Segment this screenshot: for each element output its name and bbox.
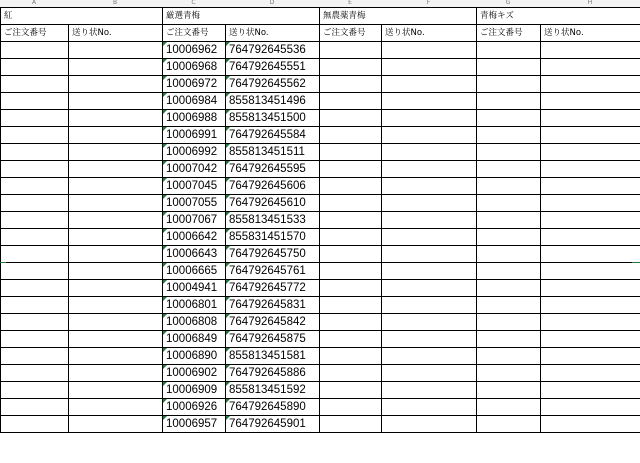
tracking-number-cell[interactable]: 764792645562	[226, 76, 320, 93]
empty-cell[interactable]	[541, 195, 640, 212]
column-header-cell[interactable]: 送り状No.	[541, 25, 640, 42]
table-row	[1, 212, 640, 229]
empty-cell[interactable]	[1, 348, 69, 365]
tracking-number-cell[interactable]: 764792645890	[226, 399, 320, 416]
order-number-cell[interactable]: 10007055	[163, 195, 226, 212]
column-letter-e[interactable]: E	[348, 0, 352, 6]
order-number-cell[interactable]: 10006968	[163, 59, 226, 76]
column-letter-b[interactable]: B	[112, 0, 118, 6]
table-row	[1, 42, 640, 59]
empty-cell[interactable]	[1, 93, 69, 110]
empty-cell[interactable]	[69, 178, 163, 195]
tracking-number-cell[interactable]: 764792645595	[226, 161, 320, 178]
empty-cell[interactable]	[1, 59, 69, 76]
tracking-number-cell[interactable]: 855813451581	[226, 348, 320, 365]
group-header-cell[interactable]: 厳選青梅	[163, 8, 320, 25]
column-header-cell[interactable]: ご注文番号	[163, 25, 226, 42]
empty-cell[interactable]	[382, 229, 477, 246]
column-header-cell[interactable]: 送り状No.	[382, 25, 477, 42]
empty-cell[interactable]	[541, 365, 640, 382]
order-number-cell[interactable]: 10006643	[163, 246, 226, 263]
empty-cell[interactable]	[1, 212, 69, 229]
order-number-cell[interactable]: 10006909	[163, 382, 226, 399]
empty-cell[interactable]	[320, 42, 382, 59]
empty-cell[interactable]	[382, 263, 477, 280]
table-row	[1, 348, 640, 365]
empty-cell[interactable]	[382, 161, 477, 178]
column-letter-h[interactable]: H	[587, 0, 593, 6]
empty-cell[interactable]	[382, 144, 477, 161]
table-row	[1, 280, 640, 297]
empty-cell[interactable]	[1, 195, 69, 212]
empty-cell[interactable]	[69, 212, 163, 229]
empty-cell[interactable]	[1, 178, 69, 195]
tracking-number-cell[interactable]: 764792645875	[226, 331, 320, 348]
empty-cell[interactable]	[1, 246, 69, 263]
table-row	[1, 416, 640, 433]
empty-cell[interactable]	[382, 331, 477, 348]
empty-cell[interactable]	[69, 365, 163, 382]
empty-cell[interactable]	[541, 144, 640, 161]
order-number-cell[interactable]: 10006991	[163, 127, 226, 144]
empty-cell[interactable]	[320, 195, 382, 212]
order-number-cell[interactable]: 10007067	[163, 212, 226, 229]
empty-cell[interactable]	[1, 263, 69, 280]
empty-cell[interactable]	[320, 331, 382, 348]
order-number-cell[interactable]: 10006849	[163, 331, 226, 348]
empty-cell[interactable]	[382, 297, 477, 314]
empty-cell[interactable]	[477, 314, 541, 331]
empty-cell[interactable]	[382, 59, 477, 76]
order-number-cell[interactable]: 10004941	[163, 280, 226, 297]
empty-cell[interactable]	[69, 76, 163, 93]
empty-cell[interactable]	[320, 314, 382, 331]
empty-cell[interactable]	[320, 229, 382, 246]
empty-cell[interactable]	[541, 382, 640, 399]
empty-cell[interactable]	[69, 416, 163, 433]
empty-cell[interactable]	[69, 348, 163, 365]
tracking-number-cell[interactable]: 764792645761	[226, 263, 320, 280]
empty-cell[interactable]	[541, 331, 640, 348]
empty-cell[interactable]	[541, 127, 640, 144]
empty-cell[interactable]	[320, 110, 382, 127]
empty-cell[interactable]	[320, 348, 382, 365]
tracking-number-cell[interactable]: 764792645584	[226, 127, 320, 144]
column-header-cell[interactable]: ご注文番号	[477, 25, 541, 42]
order-number-cell[interactable]: 10006962	[163, 42, 226, 59]
tracking-number-cell[interactable]: 764792645551	[226, 59, 320, 76]
group-header-cell[interactable]: 青梅キズ	[477, 8, 640, 25]
empty-cell[interactable]	[382, 93, 477, 110]
empty-cell[interactable]	[69, 110, 163, 127]
empty-cell[interactable]	[69, 127, 163, 144]
empty-cell[interactable]	[320, 382, 382, 399]
order-number-cell[interactable]: 10006642	[163, 229, 226, 246]
empty-cell[interactable]	[1, 382, 69, 399]
empty-cell[interactable]	[477, 382, 541, 399]
empty-cell[interactable]	[477, 297, 541, 314]
empty-cell[interactable]	[382, 42, 477, 59]
empty-cell[interactable]	[477, 399, 541, 416]
group-header-cell[interactable]: 無農薬青梅	[320, 8, 477, 25]
table-row	[1, 229, 640, 246]
column-letter-a[interactable]: A	[31, 0, 37, 6]
empty-cell[interactable]	[382, 76, 477, 93]
empty-cell[interactable]	[320, 59, 382, 76]
tracking-number-cell[interactable]: 764792645831	[226, 297, 320, 314]
empty-cell[interactable]	[1, 110, 69, 127]
order-number-cell[interactable]: 10006890	[163, 348, 226, 365]
tracking-number-cell[interactable]: 764792645750	[226, 246, 320, 263]
tracking-number-cell[interactable]: 855813451496	[226, 93, 320, 110]
empty-cell[interactable]	[541, 93, 640, 110]
table-row	[1, 161, 640, 178]
empty-cell[interactable]	[1, 365, 69, 382]
order-number-cell[interactable]: 10006665	[163, 263, 226, 280]
order-number-cell[interactable]: 10006957	[163, 416, 226, 433]
empty-cell[interactable]	[382, 127, 477, 144]
table-row	[1, 365, 640, 382]
empty-cell[interactable]	[1, 331, 69, 348]
empty-cell[interactable]	[69, 399, 163, 416]
empty-cell[interactable]	[69, 59, 163, 76]
spreadsheet-grid	[0, 7, 640, 433]
column-header-cell[interactable]: 送り状No.	[69, 25, 163, 42]
empty-cell[interactable]	[541, 178, 640, 195]
empty-cell[interactable]	[541, 399, 640, 416]
tracking-number-cell[interactable]: 764792645610	[226, 195, 320, 212]
tracking-number-cell[interactable]: 764792645772	[226, 280, 320, 297]
empty-cell[interactable]	[382, 195, 477, 212]
empty-cell[interactable]	[320, 144, 382, 161]
empty-cell[interactable]	[1, 144, 69, 161]
empty-cell[interactable]	[477, 161, 541, 178]
empty-cell[interactable]	[1, 416, 69, 433]
table-row	[1, 297, 640, 314]
empty-cell[interactable]	[320, 161, 382, 178]
empty-cell[interactable]	[541, 348, 640, 365]
group-header-row	[1, 8, 640, 25]
tracking-number-cell[interactable]: 855813451500	[226, 110, 320, 127]
empty-cell[interactable]	[477, 229, 541, 246]
empty-cell[interactable]	[541, 229, 640, 246]
empty-cell[interactable]	[69, 314, 163, 331]
empty-cell[interactable]	[1, 161, 69, 178]
empty-cell[interactable]	[1, 297, 69, 314]
column-header-row	[1, 25, 640, 42]
table-row	[1, 263, 640, 280]
tracking-number-cell[interactable]: 855813451511	[226, 144, 320, 161]
tracking-number-cell[interactable]: 764792645606	[226, 178, 320, 195]
empty-cell[interactable]	[382, 246, 477, 263]
empty-cell[interactable]	[69, 195, 163, 212]
tracking-number-cell[interactable]: 855813451533	[226, 212, 320, 229]
empty-cell[interactable]	[320, 297, 382, 314]
empty-cell[interactable]	[477, 110, 541, 127]
empty-cell[interactable]	[382, 212, 477, 229]
tracking-number-cell[interactable]: 764792645901	[226, 416, 320, 433]
order-number-cell[interactable]: 10006988	[163, 110, 226, 127]
tracking-number-cell[interactable]: 764792645886	[226, 365, 320, 382]
order-number-cell[interactable]: 10007045	[163, 178, 226, 195]
empty-cell[interactable]	[320, 365, 382, 382]
table-row	[1, 314, 640, 331]
empty-cell[interactable]	[69, 229, 163, 246]
row-selection-marker-left	[0, 262, 6, 263]
empty-cell[interactable]	[1, 280, 69, 297]
empty-cell[interactable]	[382, 399, 477, 416]
empty-cell[interactable]	[477, 348, 541, 365]
empty-cell[interactable]	[69, 382, 163, 399]
empty-cell[interactable]	[477, 144, 541, 161]
empty-cell[interactable]	[320, 416, 382, 433]
empty-cell[interactable]	[541, 59, 640, 76]
empty-cell[interactable]	[541, 416, 640, 433]
empty-cell[interactable]	[69, 331, 163, 348]
empty-cell[interactable]	[69, 246, 163, 263]
column-letter-c[interactable]: C	[191, 0, 196, 6]
tracking-number-cell[interactable]: 764792645536	[226, 42, 320, 59]
empty-cell[interactable]	[541, 314, 640, 331]
empty-cell[interactable]	[320, 76, 382, 93]
order-number-cell[interactable]: 10006984	[163, 93, 226, 110]
table-row	[1, 399, 640, 416]
order-number-cell[interactable]: 10006972	[163, 76, 226, 93]
empty-cell[interactable]	[541, 161, 640, 178]
order-number-cell[interactable]: 10006926	[163, 399, 226, 416]
empty-cell[interactable]	[69, 263, 163, 280]
empty-cell[interactable]	[382, 110, 477, 127]
empty-cell[interactable]	[1, 314, 69, 331]
empty-cell[interactable]	[320, 280, 382, 297]
column-letter-g[interactable]: G	[505, 0, 511, 6]
empty-cell[interactable]	[477, 127, 541, 144]
tracking-number-cell[interactable]: 764792645842	[226, 314, 320, 331]
tracking-number-cell[interactable]: 855813451592	[226, 382, 320, 399]
table-row	[1, 110, 640, 127]
order-number-cell[interactable]: 10006992	[163, 144, 226, 161]
table-row	[1, 382, 640, 399]
empty-cell[interactable]	[69, 93, 163, 110]
empty-cell[interactable]	[1, 76, 69, 93]
empty-cell[interactable]	[320, 127, 382, 144]
order-number-cell[interactable]: 10006808	[163, 314, 226, 331]
column-header-cell[interactable]: 送り状No.	[226, 25, 320, 42]
empty-cell[interactable]	[1, 399, 69, 416]
empty-cell[interactable]	[541, 76, 640, 93]
empty-cell[interactable]	[1, 127, 69, 144]
table-row	[1, 127, 640, 144]
empty-cell[interactable]	[477, 178, 541, 195]
empty-cell[interactable]	[320, 212, 382, 229]
table-row	[1, 246, 640, 263]
empty-cell[interactable]	[477, 416, 541, 433]
column-letter-f[interactable]: F	[426, 0, 431, 6]
empty-cell[interactable]	[320, 93, 382, 110]
tracking-number-cell[interactable]: 855831451570	[226, 229, 320, 246]
empty-cell[interactable]	[477, 331, 541, 348]
empty-cell[interactable]	[1, 229, 69, 246]
empty-cell[interactable]	[320, 178, 382, 195]
empty-cell[interactable]	[477, 59, 541, 76]
empty-cell[interactable]	[541, 246, 640, 263]
column-header-cell[interactable]: ご注文番号	[1, 25, 69, 42]
table-row	[1, 59, 640, 76]
empty-cell[interactable]	[541, 110, 640, 127]
empty-cell[interactable]	[477, 280, 541, 297]
empty-cell[interactable]	[382, 280, 477, 297]
empty-cell[interactable]	[382, 416, 477, 433]
order-number-cell[interactable]: 10006801	[163, 297, 226, 314]
empty-cell[interactable]	[382, 348, 477, 365]
empty-cell[interactable]	[69, 42, 163, 59]
empty-cell[interactable]	[477, 195, 541, 212]
empty-cell[interactable]	[382, 365, 477, 382]
order-number-cell[interactable]: 10007042	[163, 161, 226, 178]
empty-cell[interactable]	[69, 144, 163, 161]
empty-cell[interactable]	[69, 280, 163, 297]
empty-cell[interactable]	[477, 42, 541, 59]
table-row	[1, 178, 640, 195]
empty-cell[interactable]	[541, 280, 640, 297]
empty-cell[interactable]	[1, 42, 69, 59]
table-row	[1, 331, 640, 348]
table-row	[1, 195, 640, 212]
column-letter-d[interactable]: D	[269, 0, 275, 6]
empty-cell[interactable]	[541, 42, 640, 59]
table-row	[1, 93, 640, 110]
empty-cell[interactable]	[477, 365, 541, 382]
empty-cell[interactable]	[541, 297, 640, 314]
empty-cell[interactable]	[382, 382, 477, 399]
empty-cell[interactable]	[69, 297, 163, 314]
empty-cell[interactable]	[320, 246, 382, 263]
group-header-cell[interactable]: 紅	[1, 8, 163, 25]
column-header-cell[interactable]: ご注文番号	[320, 25, 382, 42]
empty-cell[interactable]	[69, 161, 163, 178]
empty-cell[interactable]	[477, 263, 541, 280]
row-selection-marker-right	[632, 262, 640, 263]
empty-cell[interactable]	[541, 263, 640, 280]
empty-cell[interactable]	[320, 399, 382, 416]
empty-cell[interactable]	[477, 246, 541, 263]
empty-cell[interactable]	[477, 212, 541, 229]
table-row	[1, 144, 640, 161]
order-number-cell[interactable]: 10006902	[163, 365, 226, 382]
empty-cell[interactable]	[320, 263, 382, 280]
empty-cell[interactable]	[477, 93, 541, 110]
empty-cell[interactable]	[477, 76, 541, 93]
empty-cell[interactable]	[382, 314, 477, 331]
empty-cell[interactable]	[382, 178, 477, 195]
table-row	[1, 76, 640, 93]
empty-cell[interactable]	[541, 212, 640, 229]
